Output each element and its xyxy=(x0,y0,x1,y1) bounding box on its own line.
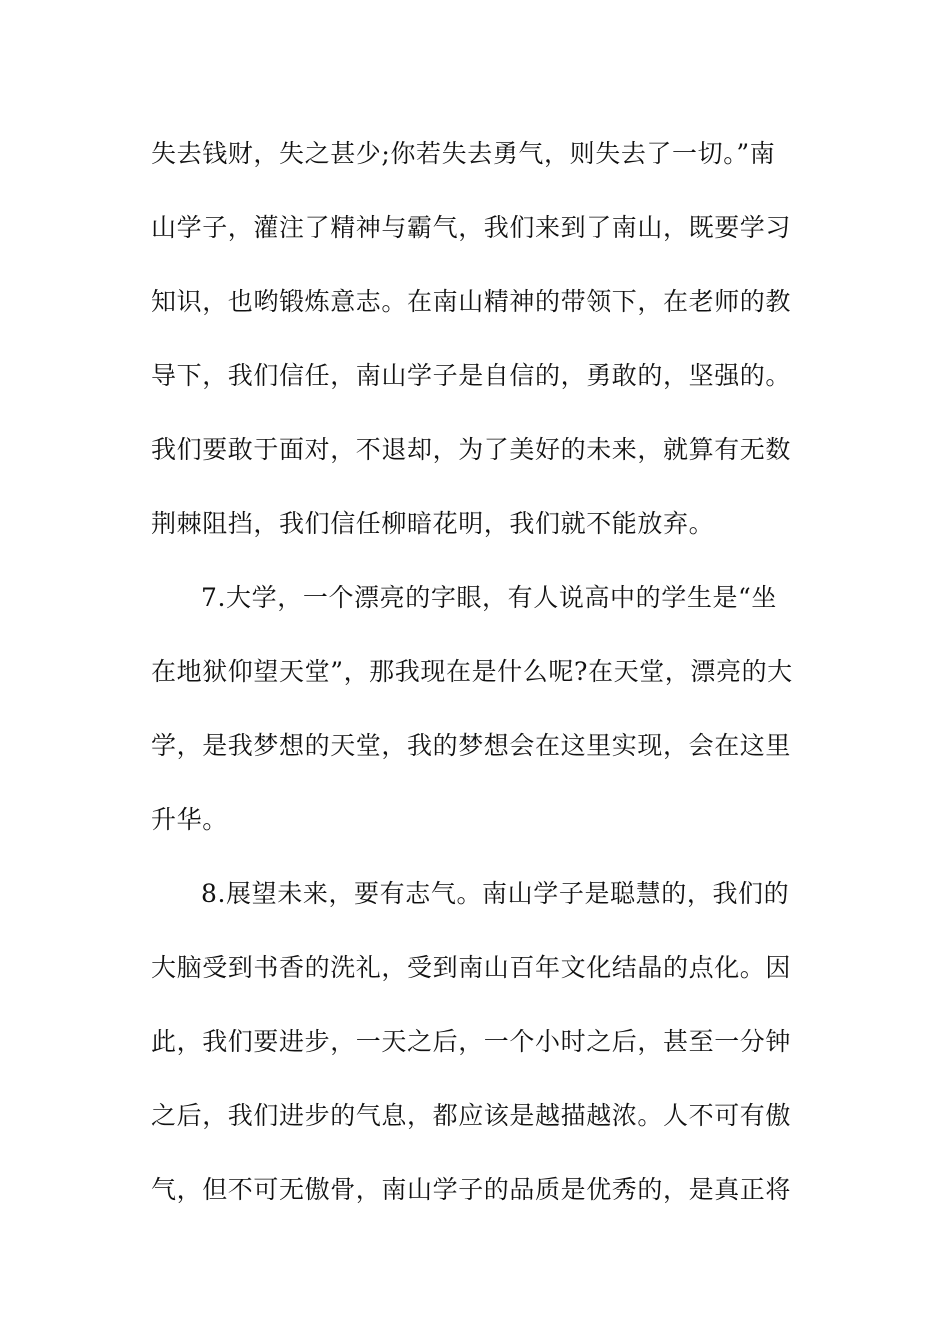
paragraph-8-line-3: 此，我们要进步，一天之后，一个小时之后，甚至一分钟 xyxy=(151,1027,792,1056)
text-line-4: 导下，我们信任，南山学子是自信的，勇敢的，坚强的。 xyxy=(151,361,792,390)
paragraph-7-line-3: 学，是我梦想的天堂，我的梦想会在这里实现，会在这里 xyxy=(151,731,792,760)
paragraph-8-line-1: 8.展望未来，要有志气。南山学子是聪慧的，我们的 xyxy=(201,879,790,908)
text-line-1: 失去钱财，失之甚少;你若失去勇气，则失去了一切。”南 xyxy=(151,139,776,168)
text-line-5: 我们要敢于面对，不退却，为了美好的未来，就算有无数 xyxy=(151,435,792,464)
paragraph-8-line-4: 之后，我们进步的气息，都应该是越描越浓。人不可有傲 xyxy=(151,1101,792,1130)
paragraph-8-line-2: 大脑受到书香的洗礼，受到南山百年文化结晶的点化。因 xyxy=(151,953,792,982)
paragraph-7-line-4: 升华。 xyxy=(151,805,228,834)
paragraph-7-line-2: 在地狱仰望天堂”，那我现在是什么呢?在天堂，漂亮的大 xyxy=(151,657,793,686)
text-line-6: 荆棘阻挡，我们信任柳暗花明，我们就不能放弃。 xyxy=(151,509,715,538)
paragraph-8-line-5: 气，但不可无傲骨，南山学子的品质是优秀的，是真正将 xyxy=(151,1175,792,1204)
paragraph-7-line-1: 7.大学，一个漂亮的字眼，有人说高中的学生是“坐 xyxy=(201,583,778,612)
text-line-3: 知识，也哟锻炼意志。在南山精神的带领下，在老师的教 xyxy=(151,287,792,316)
text-line-2: 山学子，灌注了精神与霸气，我们来到了南山，既要学习 xyxy=(151,213,792,242)
